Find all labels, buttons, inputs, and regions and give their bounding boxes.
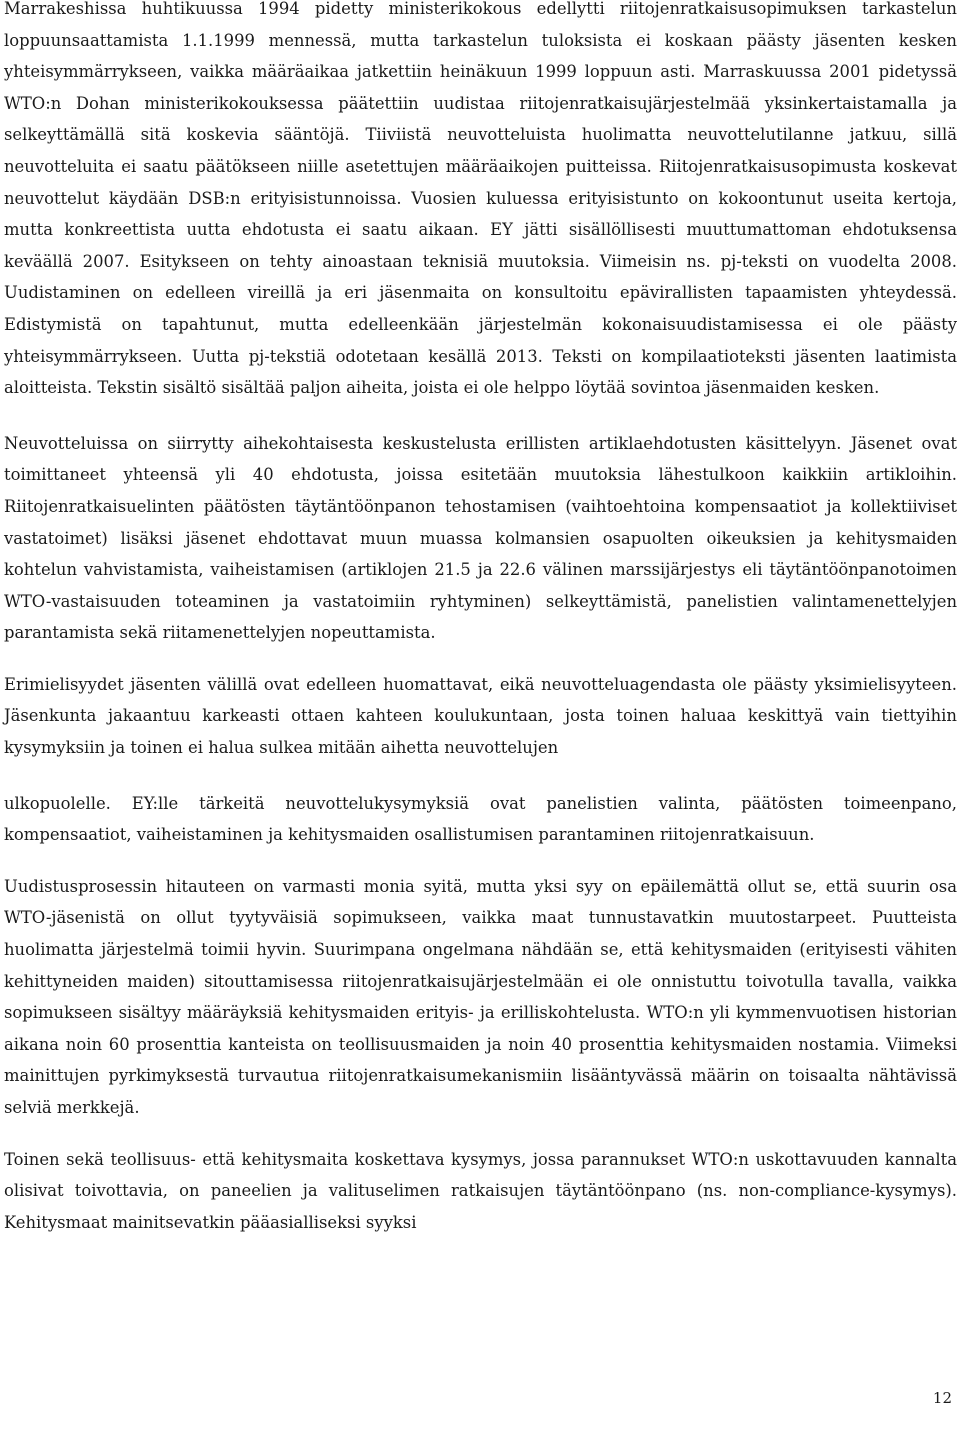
paragraph-spacer xyxy=(4,1124,957,1144)
paragraph-article-proposals: Neuvotteluissa on siirrytty aihekohtaisesta keskustelusta erillisten artiklaehdotusten käsittelyyn. Jäsenet ovat toimittaneet yhteensä yli 40 ehdotusta, joissa esitetään muutoksia lähestulkoon kaikkiin artikloihin. Riitojenratkaisuelinten päätösten täytäntöönpanon tehostamisen (vaihtoehtoina kompensaatiot ja kollektiiviset vastatoimet) lisäksi jäsenet ehdottavat muun muassa kolmansien osapuolten oikeuksien ja kehitysmaiden kohtelun vahvistamista, vaiheistamisen (artiklojen 21.5 ja 22.6 välinen marssijärjestys eli täytäntöönpanotoimen WTO-vastaisuuden toteaminen ja vastatoimiin ryhtyminen) selkeyttämistä, panelistien valintamenettelyjen parantamista sekä riitamenettelyjen nopeuttamista. xyxy=(4,433,957,643)
paragraph-spacer xyxy=(4,649,957,669)
paragraph-dispute-settlement-review: Marrakeshissa huhtikuussa 1994 pidetty ministerikokous edellytti riitojenratkaisusopimuksen tarkastelun loppuunsaattamista 1.1.1999 mennessä, mutta tarkastelun tuloksista ei koskaan päästy jäsenten kesken yhteisymmärrykseen, vaikka määräaikaa jatkettiin heinäkuun 1999 loppuun asti. Marraskuussa 2001 pidetyssä WTO:n Dohan ministerikokouksessa päätettiin uudistaa riitojenratkaisujärjestelmää yksinkertaistamalla ja selkeyttämällä sitä koskevia sääntöjä. Tiiviistä neuvotteluista huolimatta neuvottelutilanne jatkuu, sillä neuvotteluita ei saatu päätökseen niille asetettujen määräaikojen puitteissa. Riitojenratkaisusopimusta koskevat neuvottelut käydään DSB:n erityisistunnoissa. Vuosien kuluessa erityisistunto on kokoontunut useita kertoja, mutta konkreettista uutta ehdotusta ei saatu aikaan. EY jätti sisällöllisesti muuttumattoman ehdotuksensa keväällä 2007. Esitykseen on tehty ainoastaan teknisiä muutoksia. Viimeisin ns. pj-teksti on vuodelta 2008. Uudistaminen on edelleen vireillä ja eri jäsenmaita on konsultoitu epävirallisten tapaamisten yhteydessä. Edistymistä on tapahtunut, mutta edelleenkään järjestelmän kokonaisuudistamisessa ei ole päästy yhteisymmärrykseen. Uutta pj-tekstiä odotetaan kesällä 2013. Teksti on kompilaatioteksti jäsenten laatimista aloitteista. Tekstin sisältö sisältää paljon aiheita, joista ei ole helppo löytää sovintoa jäsenmaiden kesken. xyxy=(4,0,957,398)
page-number: 12 xyxy=(932,1389,952,1407)
paragraph-disagreements: Erimielisyydet jäsenten välillä ovat edelleen huomattavat, eikä neuvotteluagendasta ole päästy yksimielisyyteen. Jäsenkunta jakaantuu karkeasti ottaen kahteen koulukuntaan, josta toinen haluaa keskittyä vain tiettyihin kysymyksiin ja toinen ei halua sulkea mitään aihetta neuvottelujen xyxy=(4,674,957,758)
document-body xyxy=(4,0,957,1238)
paragraph-reform-slowness: Uudistusprosessin hitauteen on varmasti monia syitä, mutta yksi syy on epäilemättä ollut se, että suurin osa WTO-jäsenistä on ollut tyytyväisiä sopimukseen, vaikka maat tunnustavatkin muutostarpeet. Puutteista huolimatta järjestelmä toimii hyvin. Suurimpana ongelmana nähdään se, että kehitysmaiden (erityisesti vähiten kehittyneiden maiden) sitouttamisessa riitojenratkaisujärjestelmään ei ole onnistuttu toivotulla tavalla, vaikka sopimukseen sisältyy määräyksiä kehitysmaiden erityis- ja erilliskohtelusta. WTO:n yli kymmenvuotisen historian aikana noin 60 prosenttia kanteista on teollisuusmaiden ja noin 40 prosenttia kehitysmaiden nostamia. Viimeksi mainittujen pyrkimyksestä turvautua riitojenratkaisumekanismiin lisääntyvässä määrin on toisaalta nähtävissä selviä merkkejä. xyxy=(4,876,957,1117)
paragraph-spacer xyxy=(4,764,957,788)
paragraph-non-compliance: Toinen sekä teollisuus- että kehitysmaita koskettava kysymys, jossa parannukset WTO:n uskottavuuden kannalta olisivat toivottavia, on paneelien ja valituselimen ratkaisujen täytäntöönpano (ns. non-compliance-kysymys). Kehitysmaat mainitsevatkin pääasialliseksi syyksi xyxy=(4,1149,957,1232)
paragraph-spacer xyxy=(4,851,957,871)
paragraph-eu-priorities: ulkopuolelle. EY:lle tärkeitä neuvottelukysymyksiä ovat panelistien valinta, päätösten toimeenpano, kompensaatiot, vaiheistaminen ja kehitysmaiden osallistumisen parantaminen riitojenratkaisuun. xyxy=(4,793,957,845)
paragraph-spacer xyxy=(4,404,957,428)
